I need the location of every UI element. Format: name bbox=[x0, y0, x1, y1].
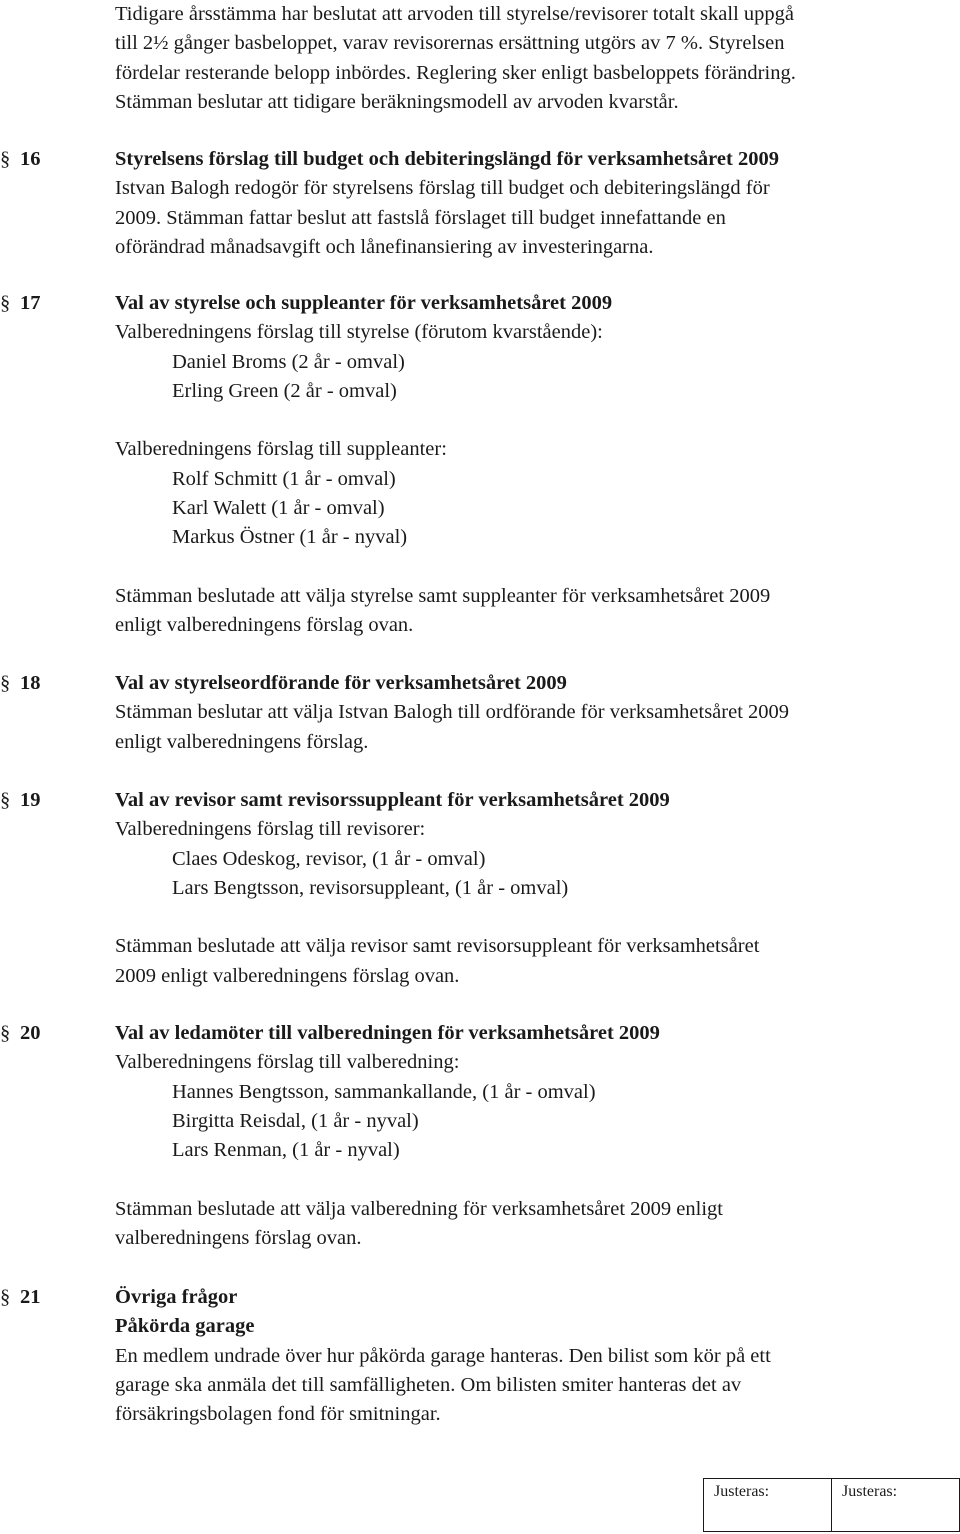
section-symbol: § bbox=[0, 292, 11, 314]
section-heading: Val av ledamöter till valberedningen för verksamhetsåret 2009 bbox=[115, 1022, 660, 1044]
section-body bbox=[115, 1283, 955, 1429]
candidate-name: Daniel Broms (2 år - omval) bbox=[172, 350, 405, 373]
section-symbol: § bbox=[0, 1022, 11, 1044]
candidate-name: Erling Green (2 år - omval) bbox=[172, 379, 397, 402]
section-16 bbox=[0, 145, 960, 262]
section-text-line: enligt valberedningens förslag. bbox=[115, 730, 369, 753]
decision-line: Stämman beslutade att välja valberedning för verksamhetsåret 2009 enligt bbox=[115, 1197, 723, 1220]
decision-line: Stämman beslutade att välja styrelse samt suppleanter för verksamhetsåret 2009 bbox=[115, 584, 771, 607]
section-symbol: § bbox=[0, 148, 11, 170]
section-body bbox=[115, 786, 955, 991]
decision-line: enligt valberedningens förslag ovan. bbox=[115, 614, 414, 637]
section-number: 16 bbox=[20, 148, 41, 170]
justeras-label: Justeras: bbox=[714, 1483, 770, 1500]
decision-line: Stämman beslutade att välja revisor samt revisorsuppleant för verksamhetsåret bbox=[115, 935, 760, 958]
candidate-name: Claes Odeskog, revisor, (1 år - omval) bbox=[172, 847, 486, 870]
section-heading: Val av styrelse och suppleanter för verksamhetsåret 2009 bbox=[115, 292, 613, 314]
section-symbol: § bbox=[0, 789, 11, 811]
intro-line: Stämman beslutar att tidigare beräkningsmodell av arvoden kvarstår. bbox=[115, 90, 679, 113]
section-body bbox=[115, 669, 955, 757]
section-body bbox=[115, 1019, 955, 1253]
section-number: 18 bbox=[20, 672, 41, 694]
section-heading: Val av revisor samt revisorssuppleant för verksamhetsåret 2009 bbox=[115, 789, 670, 811]
section-number: 17 bbox=[20, 292, 41, 314]
section-subheading: Påkörda garage bbox=[115, 1315, 255, 1338]
decision-line: 2009 enligt valberedningens förslag ovan. bbox=[115, 964, 460, 987]
section-symbol: § bbox=[0, 1286, 11, 1308]
justeras-label: Justeras: bbox=[842, 1483, 898, 1500]
candidate-name: Rolf Schmitt (1 år - omval) bbox=[172, 467, 396, 490]
signature-box bbox=[703, 1478, 960, 1532]
intro-line: Tidigare årsstämma har beslutat att arvoden till styrelse/revisorer totalt skall uppgå bbox=[115, 3, 794, 25]
section-symbol: § bbox=[0, 672, 11, 694]
proposal-label: Valberedningens förslag till revisorer: bbox=[115, 818, 426, 841]
candidate-name: Markus Östner (1 år - nyval) bbox=[172, 526, 408, 549]
candidate-name: Karl Walett (1 år - omval) bbox=[172, 497, 385, 520]
section-text-line: 2009. Stämman fattar beslut att fastslå förslaget till budget innefattande en bbox=[115, 206, 726, 229]
section-20 bbox=[0, 1019, 960, 1253]
section-heading: Övriga frågor bbox=[115, 1286, 238, 1308]
section-text-line: Stämman beslutar att välja Istvan Balogh till ordförande för verksamhetsåret 2009 bbox=[115, 701, 790, 724]
section-heading: Val av styrelseordförande för verksamhetsåret 2009 bbox=[115, 672, 567, 694]
section-number: 20 bbox=[20, 1022, 41, 1044]
section-number: 19 bbox=[20, 789, 41, 811]
candidate-name: Lars Renman, (1 år - nyval) bbox=[172, 1139, 400, 1162]
decision-line: valberedningens förslag ovan. bbox=[115, 1227, 362, 1250]
section-text-line: Istvan Balogh redogör för styrelsens förslag till budget och debiteringslängd för bbox=[115, 177, 770, 200]
proposal-label: Valberedningens förslag till suppleanter: bbox=[115, 438, 447, 461]
section-18 bbox=[0, 669, 960, 757]
section-body bbox=[115, 145, 955, 262]
section-19 bbox=[0, 786, 960, 991]
section-text-line: garage ska anmäla det till samfälligheten. Om bilisten smiter hanteras det av bbox=[115, 1373, 742, 1396]
section-text-line: oförändrad månadsavgift och lånefinansiering av investeringarna. bbox=[115, 235, 654, 258]
justeras-cell-2 bbox=[832, 1479, 960, 1532]
proposal-label: Valberedningens förslag till styrelse (förutom kvarstående): bbox=[115, 321, 603, 344]
intro-paragraph bbox=[115, 0, 955, 117]
section-heading: Styrelsens förslag till budget och debiteringslängd för verksamhetsåret 2009 bbox=[115, 148, 779, 170]
intro-line: till 2½ gånger basbeloppet, varav revisorernas ersättning utgörs av 7 %. Styrelsen bbox=[115, 32, 785, 55]
section-number: 21 bbox=[20, 1286, 41, 1308]
candidate-name: Birgitta Reisdal, (1 år - nyval) bbox=[172, 1109, 419, 1132]
section-21 bbox=[0, 1283, 960, 1429]
proposal-label: Valberedningens förslag till valberedning: bbox=[115, 1051, 460, 1074]
candidate-name: Lars Bengtsson, revisorsuppleant, (1 år - omval) bbox=[172, 876, 569, 899]
section-text-line: försäkringsbolagen fond för smitningar. bbox=[115, 1403, 441, 1426]
section-text-line: En medlem undrade över hur påkörda garage hanteras. Den bilist som kör på ett bbox=[115, 1344, 771, 1367]
intro-line: fördelar resterande belopp inbördes. Reglering sker enligt basbeloppets förändring. bbox=[115, 61, 796, 84]
candidate-name: Hannes Bengtsson, sammankallande, (1 år - omval) bbox=[172, 1080, 596, 1103]
justeras-cell-1 bbox=[704, 1479, 832, 1532]
section-body bbox=[115, 289, 955, 641]
section-17 bbox=[0, 289, 960, 641]
